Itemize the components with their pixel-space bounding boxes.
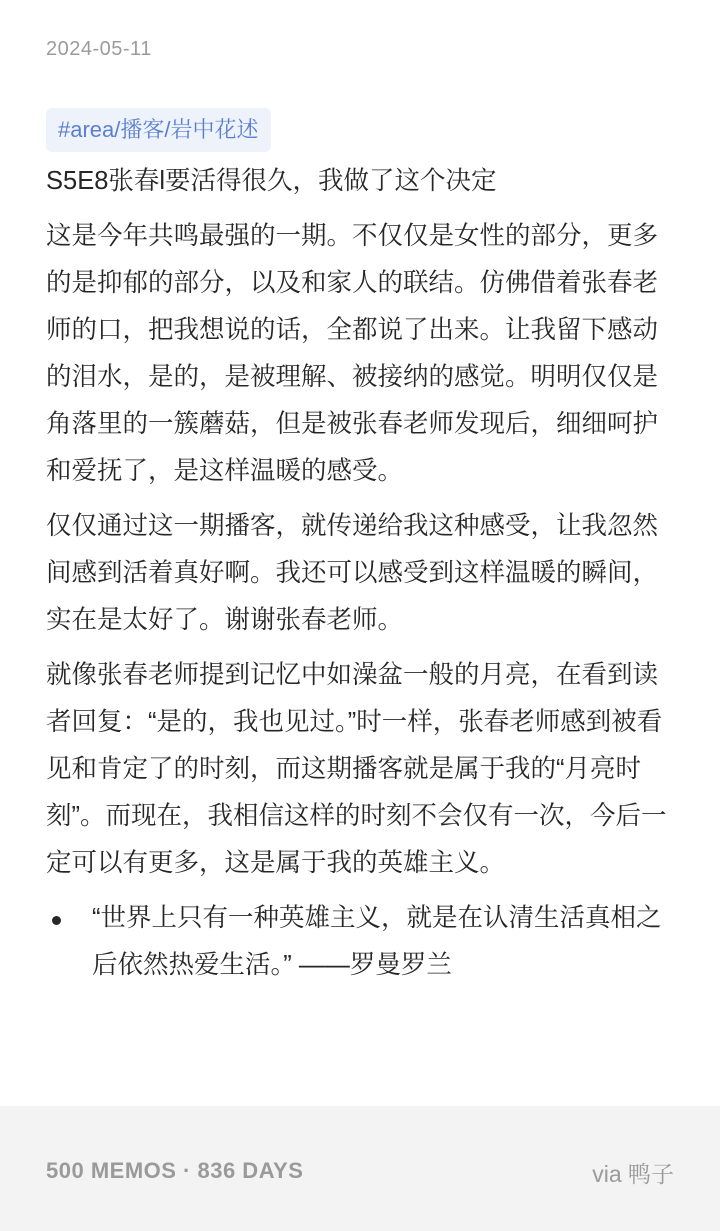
memo-content: [46, 158, 674, 989]
memo-paragraph-2: 仅仅通过这一期播客，就传递给我这种感受，让我忽然间感到活着真好啊。我还可以感受到这样温暖的瞬间，实在是太好了。谢谢张春老师。: [46, 512, 659, 634]
memo-tag[interactable]: #area/播客/岩中花述: [46, 108, 271, 152]
memo-stats: 500 MEMOS · 836 DAYS: [46, 1158, 304, 1183]
memo-paragraph-1: 这是今年共鸣最强的一期。不仅仅是女性的部分，更多的是抑郁的部分，以及和家人的联结。仿佛借着张春老师的口，把我想说的话，全都说了出来。让我留下感动的泪水，是的，是被理解、被接纳的感觉。明明仅仅是角落里的一簇蘑菇，但是被张春老师发现后，细细呵护和爱抚了，是这样温暖的感受。: [46, 222, 659, 485]
memo-date: 2024-05-11: [46, 38, 152, 60]
quote-list-item: [46, 895, 674, 989]
via-signature: via 鸭子: [592, 1161, 674, 1187]
memo-paragraph-3: 就像张春老师提到记忆中如澡盆一般的月亮，在看到读者回复：“是的，我也见过。”时一样，张春老师感到被看见和肯定了的时刻，而这期播客就是属于我的“月亮时刻”。而现在，我相信这样的时刻不会仅有一次，今后一定可以有更多，这是属于我的英雄主义。: [46, 661, 667, 877]
footer-bar: [0, 1106, 720, 1231]
bullet-icon: [52, 916, 61, 925]
memo-title: S5E8张春l要活得很久，我做了这个决定: [46, 167, 497, 195]
quote-text: “世界上只有一种英雄主义，就是在认清生活真相之后依然热爱生活。” ——罗曼罗兰: [92, 904, 662, 979]
